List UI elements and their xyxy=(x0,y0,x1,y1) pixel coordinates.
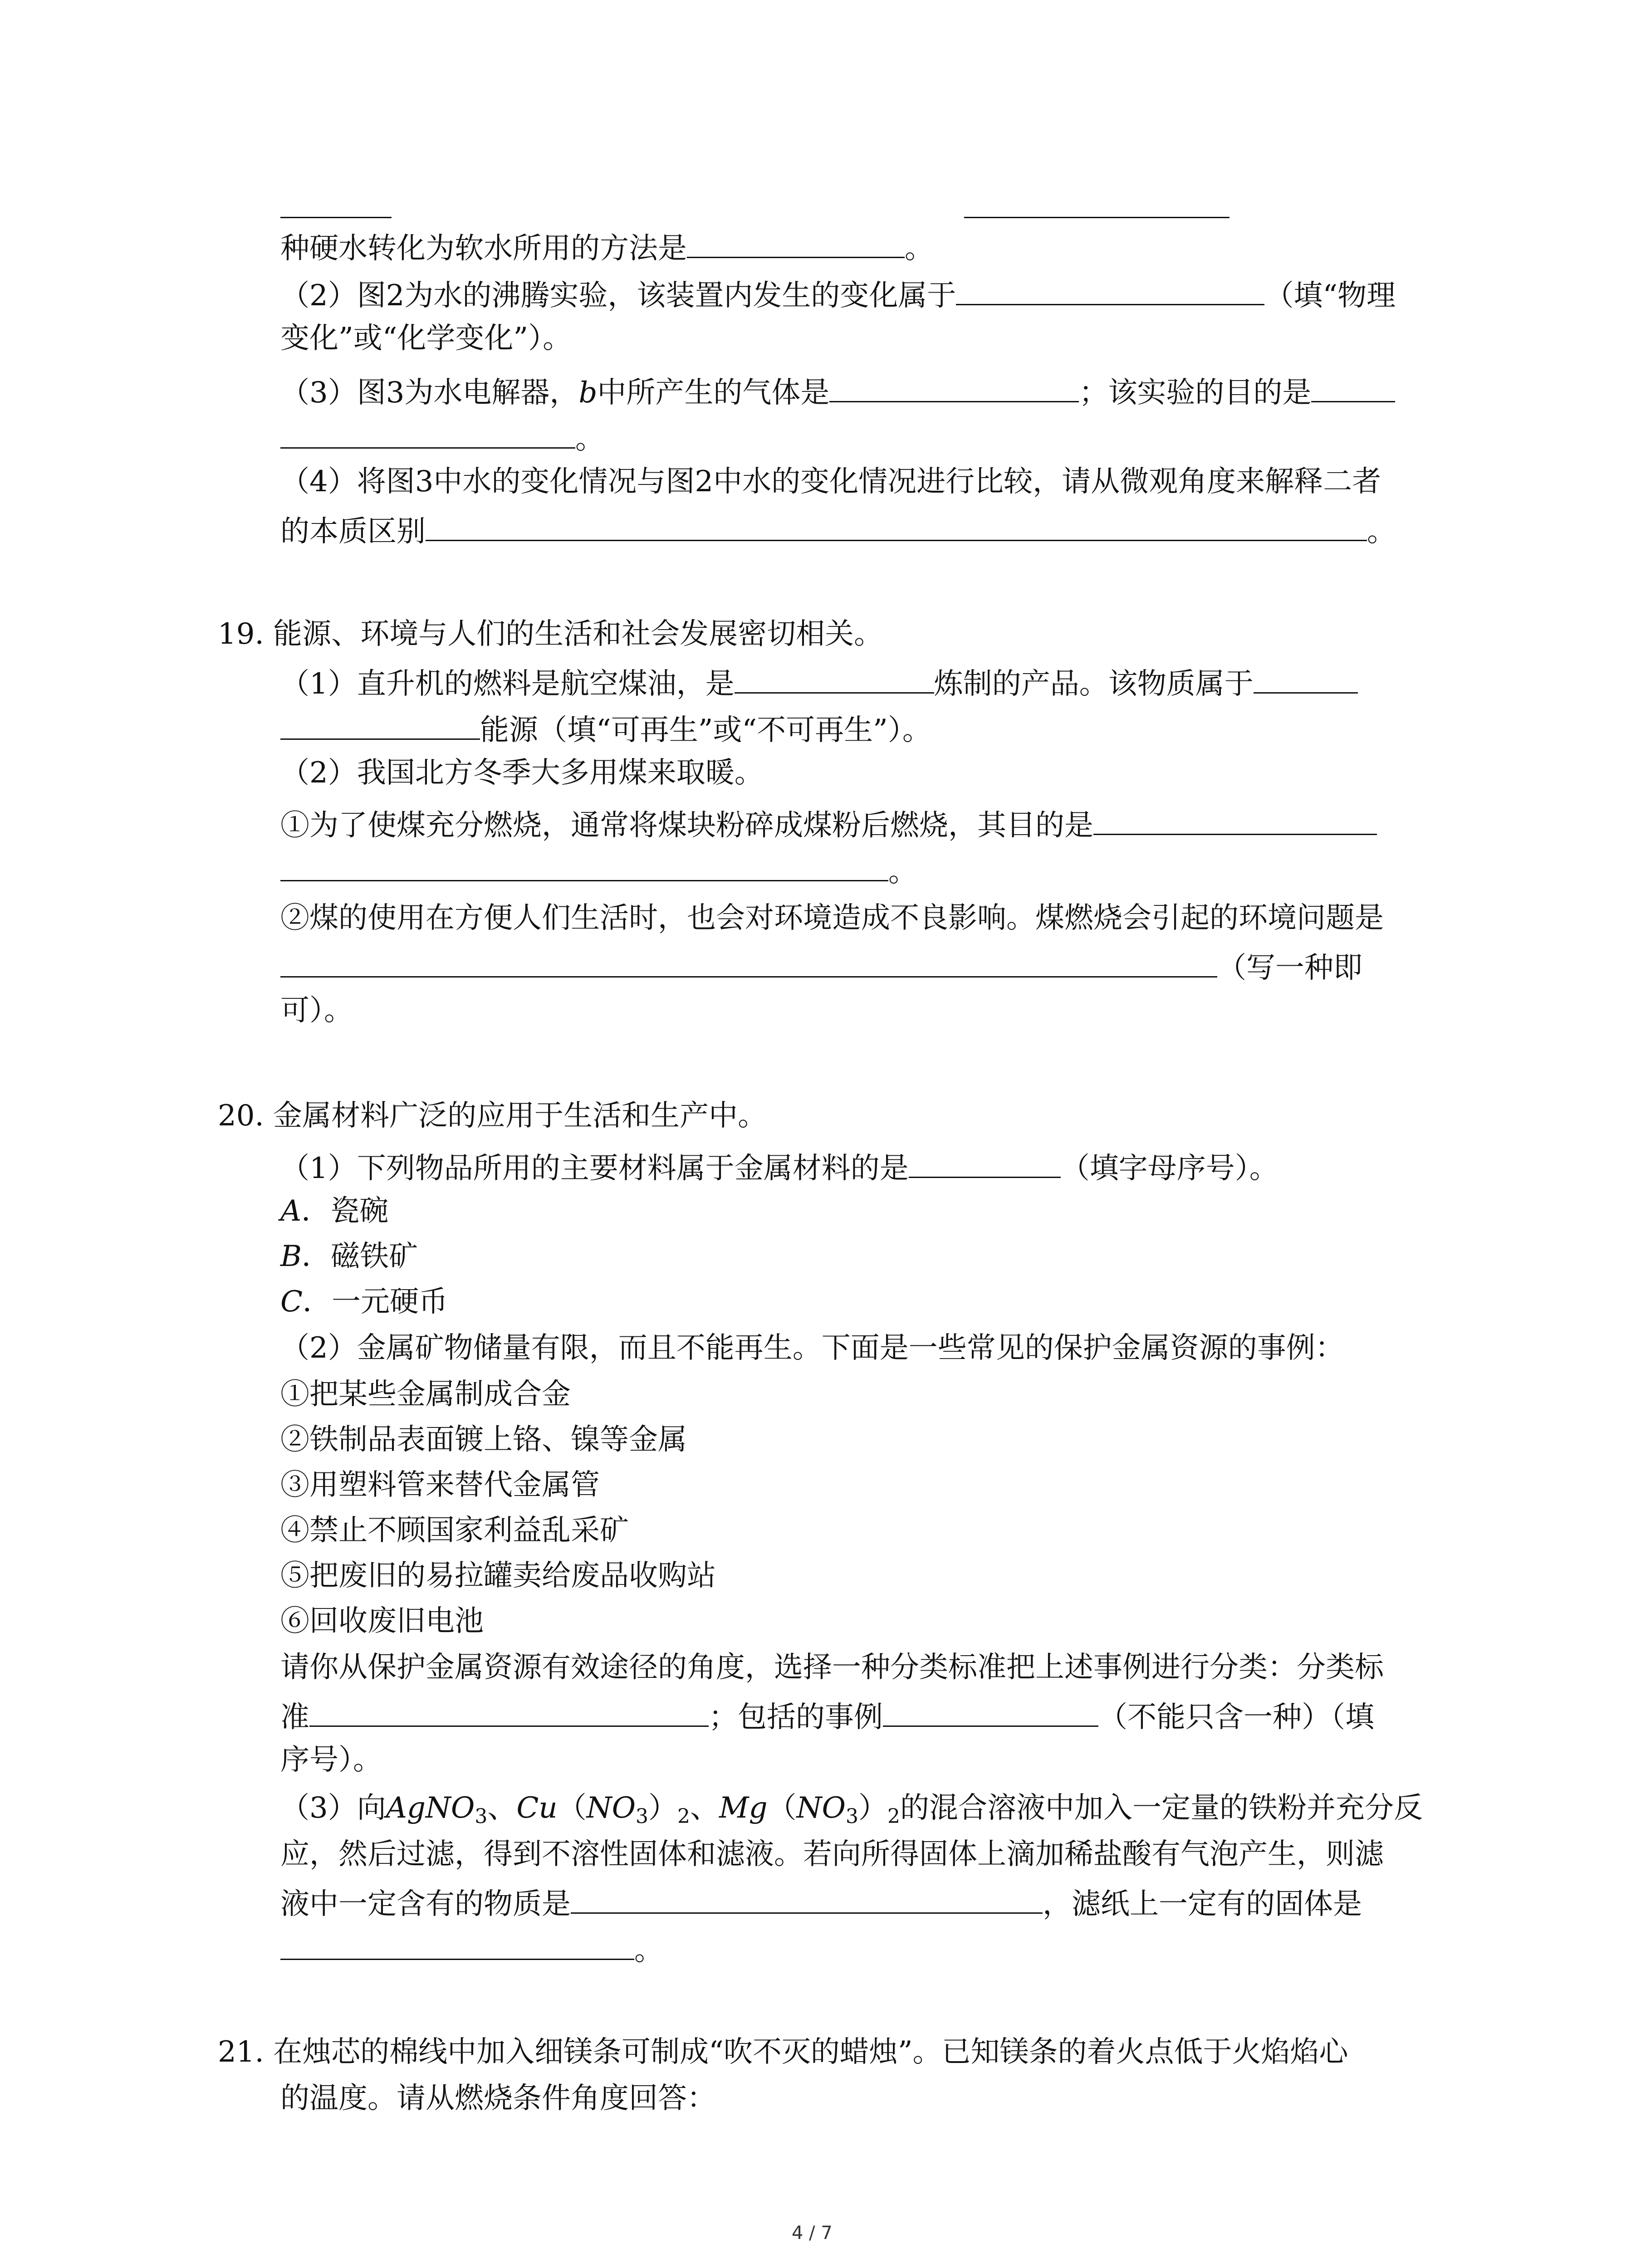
blank-filter-solids[interactable] xyxy=(280,1929,634,1960)
blank-purpose-end[interactable] xyxy=(280,417,575,449)
q18-part-4-line-2: 的本质区别 。 xyxy=(280,510,1396,550)
blank-change-type[interactable] xyxy=(956,274,1264,305)
q20-classify-line-3: 序号）。 xyxy=(280,1743,382,1777)
q20-classify-line-2: 准 ；包括的事例 （不能只含一种）（填 xyxy=(280,1696,1374,1735)
blank-fuel-source[interactable] xyxy=(735,662,934,694)
q20-part-2: （2）金属矿物储量有限，而且不能再生。下面是一些常见的保护金属资源的事例： xyxy=(280,1331,1344,1365)
list-item: ④禁止不顾国家利益乱采矿 xyxy=(280,1514,629,1547)
q19-sub-1-line-2: 。 xyxy=(280,850,917,890)
q18-part-2-line-2: 变化”或“化学变化”）。 xyxy=(280,322,572,355)
q18-part-3-line-1: （3）图3为水电解器，b中所产生的气体是 ；该实验的目的是 xyxy=(280,371,1395,411)
q20-part-3-line-3: 液中一定含有的物质是 ，滤纸上一定有的固体是 xyxy=(280,1882,1362,1922)
blank-classification-standard[interactable] xyxy=(309,1696,709,1727)
option-b[interactable]: B．磁铁矿 xyxy=(280,1240,418,1273)
blank-included-examples[interactable] xyxy=(883,1696,1098,1727)
list-item: ①把某些金属制成合金 xyxy=(280,1378,571,1411)
list-item: ②铁制品表面镀上铬、镍等金属 xyxy=(280,1423,687,1457)
page-number: 4 / 7 xyxy=(792,2223,833,2244)
blank-gas-b[interactable] xyxy=(829,371,1079,402)
blank-essential-difference[interactable] xyxy=(426,510,1367,541)
q19-part-1-line-2: 能源（填“可再生”或“不可再生”）。 xyxy=(280,709,931,748)
q18-part-4-line-1: （4）将图3中水的变化情况与图2中水的变化情况进行比较，请从微观角度来解释二者 xyxy=(280,465,1381,499)
q19-stem: 19. 能源、环境与人们的生活和社会发展密切相关。 xyxy=(218,617,883,651)
list-item: ⑤把废旧的易拉罐卖给废品收购站 xyxy=(280,1559,716,1593)
q18-part-2-line-1: （2）图2为水的沸腾实验，该装置内发生的变化属于 （填“物理 xyxy=(280,274,1396,314)
list-item: ③用塑料管来替代金属管 xyxy=(280,1468,600,1502)
q19-part-1-line-1: （1）直升机的燃料是航空煤油，是 炼制的产品。该物质属于 xyxy=(280,662,1358,702)
q19-sub-2-line-2: （写一种即 xyxy=(280,946,1362,986)
blank-q18-top-left[interactable] xyxy=(280,217,392,218)
option-a[interactable]: A．瓷碗 xyxy=(280,1194,389,1228)
q18-line-1: 种硬水转化为软水所用的方法是 。 xyxy=(280,227,934,267)
list-item: ⑥回收废旧电池 xyxy=(280,1604,484,1638)
option-c[interactable]: C．一元硬币 xyxy=(280,1285,448,1319)
q20-part-1: （1）下列物品所用的主要材料属于金属材料的是 （填字母序号）。 xyxy=(280,1147,1279,1187)
blank-purpose-start[interactable] xyxy=(1311,371,1395,402)
blank-metal-material[interactable] xyxy=(909,1147,1061,1178)
blank-environment-problem[interactable] xyxy=(280,946,1217,978)
q19-sub-2-line-3: 可）。 xyxy=(280,994,353,1027)
q21-stem-line-2: 的温度。请从燃烧条件角度回答： xyxy=(280,2082,716,2115)
blank-q18-top-right[interactable] xyxy=(964,217,1230,218)
q19-sub-1-line-1: ①为了使煤充分燃烧，通常将煤块粉碎成煤粉后燃烧，其目的是 xyxy=(280,804,1377,844)
blank-filtrate-substances[interactable] xyxy=(571,1882,1043,1914)
blank-coal-purpose-end[interactable] xyxy=(280,850,888,881)
q18-part-3-line-2: 。 xyxy=(280,417,604,457)
q20-part-3-line-4: 。 xyxy=(280,1929,663,1969)
blank-energy-type-end[interactable] xyxy=(280,709,480,740)
blank-energy-type-start[interactable] xyxy=(1254,662,1358,694)
q21-stem-line-1: 21. 在烛芯的棉线中加入细镁条可制成“吹不灭的蜡烛”。已知镁条的着火点低于火焰焰心 xyxy=(218,2035,1348,2069)
q20-classify-line-1: 请你从保护金属资源有效途径的角度，选择一种分类标准把上述事例进行分类：分类标 xyxy=(280,1651,1384,1684)
q20-part-3-line-1: （3）向AgNO$_3$、$Cu(NO_3)_2$、$Mg(NO_3)_2$的混合溶液中加入一定量的铁粉并充分反 xyxy=(280,1791,1423,1828)
q19-part-2: （2）我国北方冬季大多用煤来取暖。 xyxy=(280,756,764,790)
q20-part-3-line-2: 应，然后过滤，得到不溶性固体和滤液。若向所得固体上滴加稀盐酸有气泡产生，则滤 xyxy=(280,1838,1384,1871)
blank-softening-method[interactable] xyxy=(687,227,905,258)
q20-stem: 20. 金属材料广泛的应用于生活和生产中。 xyxy=(218,1099,767,1133)
q19-sub-2-line-1: ②煤的使用在方便人们生活时，也会对环境造成不良影响。煤燃烧会引起的环境问题是 xyxy=(280,901,1384,935)
blank-coal-purpose-start[interactable] xyxy=(1093,804,1377,835)
